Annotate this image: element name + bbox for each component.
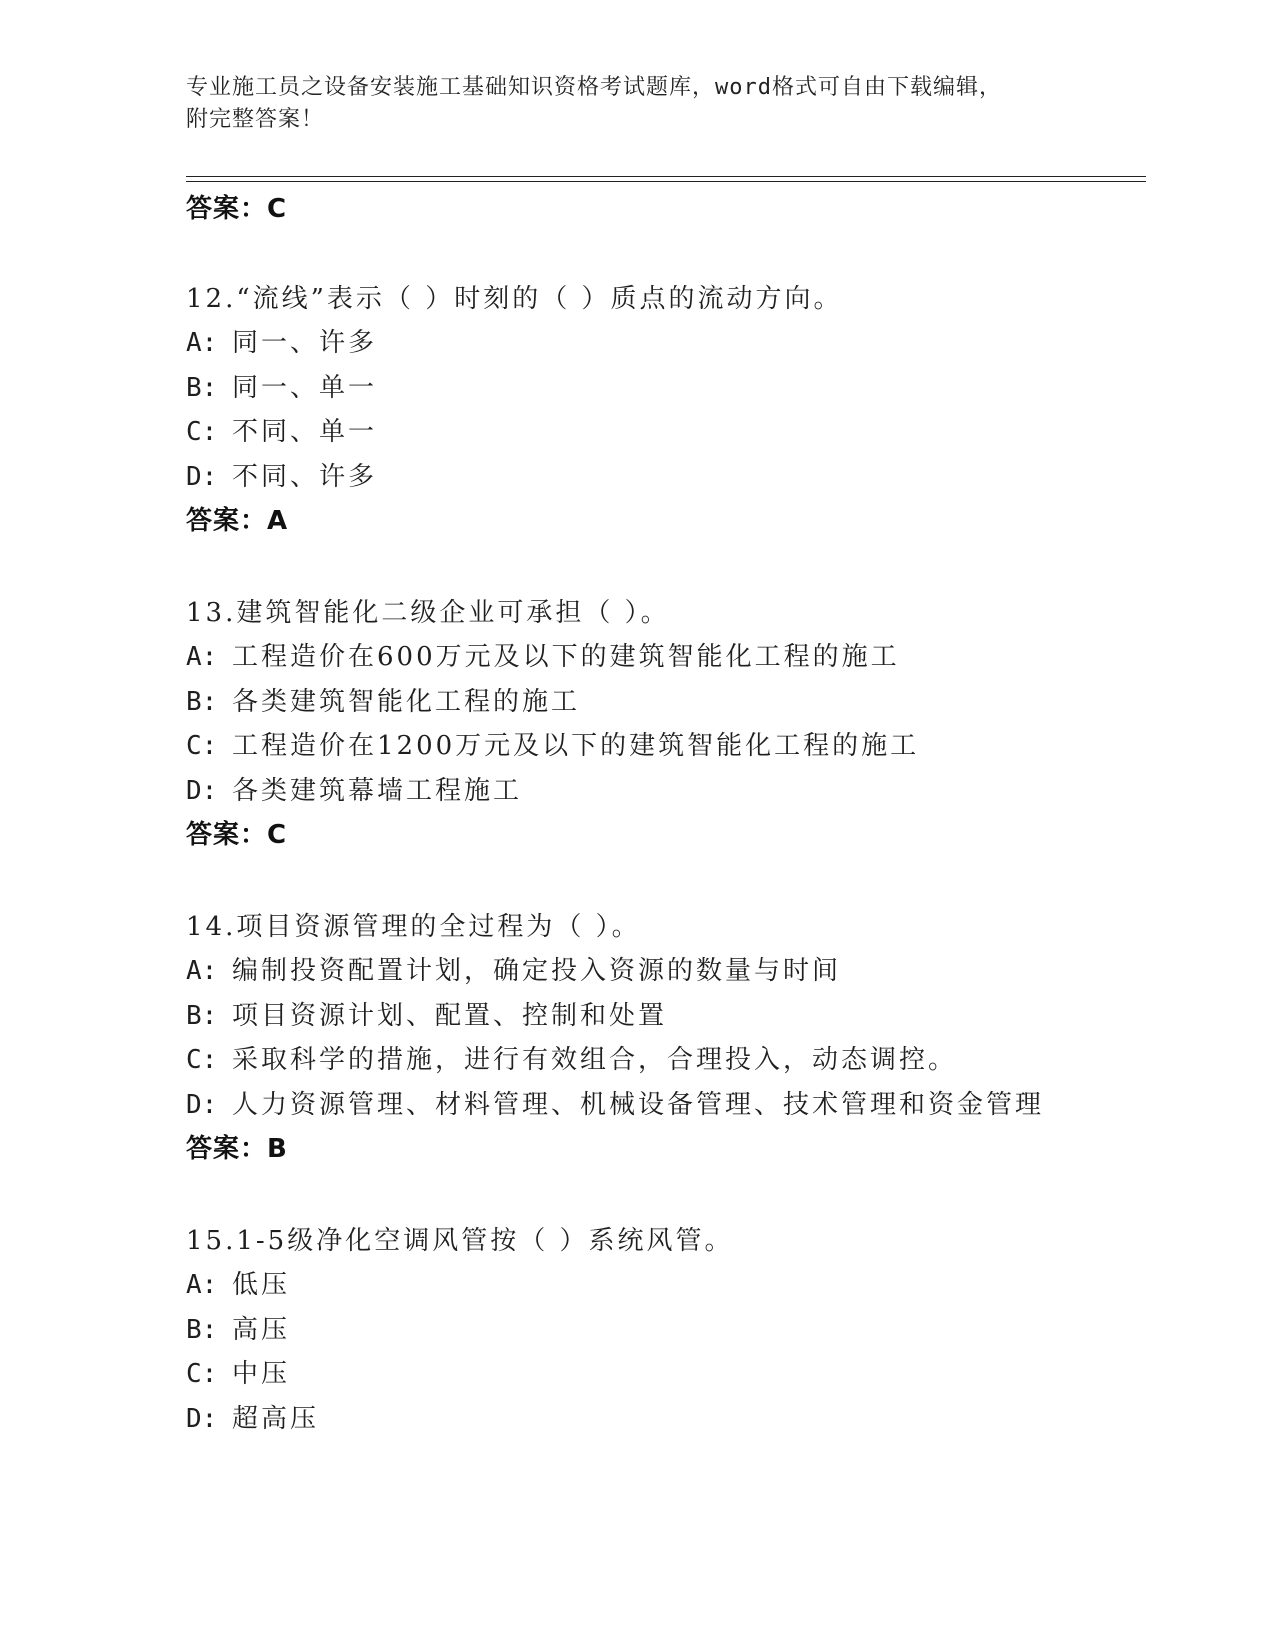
question-15-option-c: C: 中压 bbox=[186, 1359, 291, 1389]
question-13-option-d: D: 各类建筑幕墙工程施工 bbox=[186, 776, 523, 806]
answer-13: 答案：C bbox=[186, 820, 288, 850]
header-line-1: 专业施工员之设备安装施工基础知识资格考试题库，word格式可自由下载编辑， bbox=[186, 75, 1002, 100]
header-line-2: 附完整答案！ bbox=[186, 107, 325, 132]
question-12-option-c: C: 不同、单一 bbox=[186, 417, 378, 447]
answer-14: 答案：B bbox=[186, 1134, 288, 1164]
header-divider-top bbox=[186, 176, 1146, 177]
question-14-option-c: C: 采取科学的措施，进行有效组合，合理投入，动态调控。 bbox=[186, 1045, 958, 1075]
question-12-stem: 12.“流线”表示（ ）时刻的（ ）质点的流动方向。 bbox=[186, 284, 843, 314]
question-15-option-d: D: 超高压 bbox=[186, 1404, 320, 1434]
question-13-option-c: C: 工程造价在1200万元及以下的建筑智能化工程的施工 bbox=[186, 731, 920, 761]
header-divider-bottom bbox=[186, 181, 1146, 182]
question-12-option-b: B: 同一、单一 bbox=[186, 373, 378, 403]
question-14-option-b: B: 项目资源计划、配置、控制和处置 bbox=[186, 1001, 668, 1031]
question-12-option-a: A: 同一、许多 bbox=[186, 328, 378, 358]
question-14-stem: 14.项目资源管理的全过程为（ ）。 bbox=[186, 912, 641, 942]
question-14-option-a: A: 编制投资配置计划，确定投入资源的数量与时间 bbox=[186, 956, 842, 986]
question-15-stem: 15.1-5级净化空调风管按（ ）系统风管。 bbox=[186, 1226, 734, 1256]
question-13-option-a: A: 工程造价在600万元及以下的建筑智能化工程的施工 bbox=[186, 642, 900, 672]
answer-12: 答案：A bbox=[186, 506, 289, 536]
question-15-option-b: B: 高压 bbox=[186, 1315, 291, 1345]
document-header bbox=[186, 72, 1086, 136]
answer-11: 答案：C bbox=[186, 194, 288, 224]
question-13-stem: 13.建筑智能化二级企业可承担（ ）。 bbox=[186, 598, 670, 628]
question-14-option-d: D: 人力资源管理、材料管理、机械设备管理、技术管理和资金管理 bbox=[186, 1090, 1045, 1120]
question-12-option-d: D: 不同、许多 bbox=[186, 462, 378, 492]
question-13-option-b: B: 各类建筑智能化工程的施工 bbox=[186, 687, 581, 717]
question-15-option-a: A: 低压 bbox=[186, 1270, 291, 1300]
